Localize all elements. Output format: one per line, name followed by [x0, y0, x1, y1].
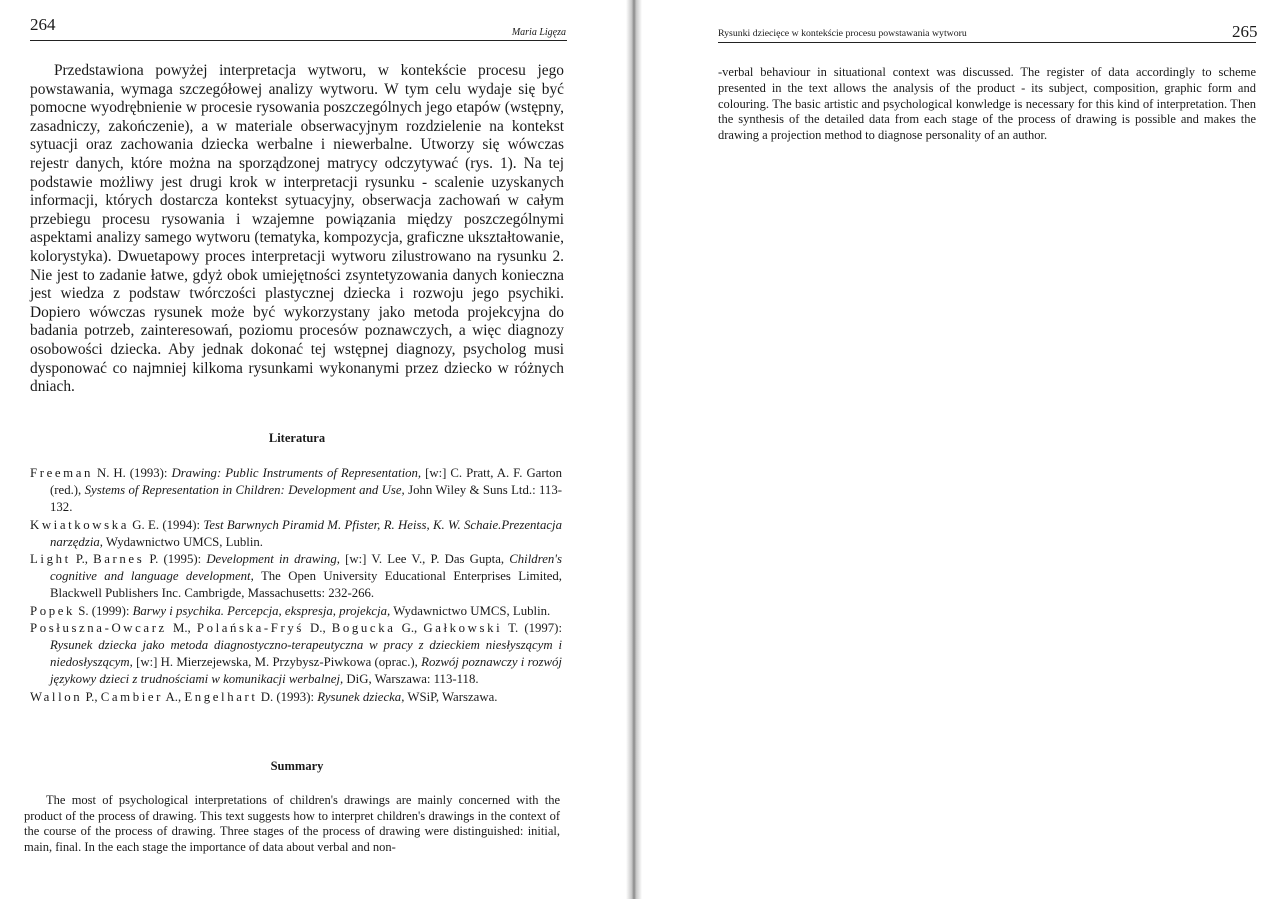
reference-item: Popek S. (1999): Barwy i psychika. Percepcja, ekspresja, projekcja, Wydawnictwo UMCS, Lublin.: [30, 603, 551, 618]
header-rule-left: [30, 40, 567, 41]
body-text-right: [718, 65, 1256, 144]
reference-item: Kwiatkowska G. E. (1994): Test Barwnych Piramid M. Pfister, R. Heiss, K. W. Schaie.Prezentacja narzędzia, Wydawnictwo UMCS, Lublin.: [30, 517, 562, 549]
reference-list: [30, 465, 562, 706]
right-page: [640, 0, 1280, 899]
literature-heading: Literatura: [268, 431, 326, 445]
body-paragraph: -verbal behaviour in situational context was discussed. The register of data accordingly to scheme presented in the text allows the analysis of the product - its subject, composition, graphic form and colouring. The basic artistic and psychological konwledge is necessary for this kind of interpretation. Then the synthesis of the detailed data from each stage of the process of drawing is possible and makes the drawing a projection method to diagnose personality of an author.: [718, 65, 1256, 143]
reference-item: Light P., Barnes P. (1995): Development in drawing, [w:] V. Lee V., P. Das Gupta, Children's cognitive and language development, The Open University Educational Enterprises Limited, Blackwell Publishers Inc. Cambrigde, Massachusetts: 232-266.: [30, 552, 563, 601]
reference-item: Wallon P., Cambier A., Engelhart D. (1993): Rysunek dziecka, WSiP, Warszawa.: [30, 689, 498, 704]
body-paragraph: Przedstawiona powyżej interpretacja wytworu, w kontekście procesu jego powstawania, wymaga szczegółowej analizy wytworu. W tym celu wydaje się być pomocne wyodrębnienie w procesie rysowania poszczególnych jego etapów (wstępny, zasadniczy, zakończenie), a w materiale obserwacyjnym rozdzielenie na kontekst sytuacji oraz zachowania dziecka werbalne i niewerbalne. Utworzy się wówczas rejestr danych, które można na sporządzonej matrycy odczytywać (rys. 1). Na tej podstawie możliwy jest drugi krok w interpretacji rysunku - scalenie uzyskanych informacji, których dostarcza kontekst sytuacyjny, obserwacja zachowań w całym przebiegu procesu rysowania i wzajemne powiązania między poszczególnymi aspektami analizy samego wytworu (tematyka, kompozycja, graficzne ukształtowanie, kolorystyka). Dwuetapowy proces interpretacji wytworu zilustrowano na rysunku 2. Nie jest to zadanie łatwe, gdyż obok umiejętności zsyntetyzowania danych konieczna jest wiedza z podstaw twórczości plastycznej dziecka i rozwoju jego psychiki. Dopiero wówczas rysunek może być wykorzystany jako metoda projekcyjna do badania potrzeb, zainteresowań, poziomu procesów poznawczych, a więc diagnozy osobowości dziecka. Aby jednak dokonać tej wstępnej diagnozy, psycholog musi dysponować co najmniej kilkoma rysunkami wykonanymi przez dziecko w różnych dniach.: [30, 62, 564, 396]
page-number-left: 264: [30, 15, 56, 34]
body-text-left: [30, 62, 564, 397]
page-number-right: 265: [1232, 22, 1258, 41]
running-head-right: Rysunki dziecięce w kontekście procesu powstawania wytworu: [718, 28, 967, 39]
summary-heading: Summary: [270, 759, 324, 773]
summary-text: [24, 793, 560, 855]
summary-paragraph: The most of psychological interpretations of children's drawings are mainly concerned with the product of the process of drawing. This text suggests how to interpret children's drawings in the context of the course of the process of drawing. Three stages of the process of drawing were distinguished: initial, main, final. In the each stage the importance of data about verbal and non-: [24, 793, 560, 854]
reference-item: Freeman N. H. (1993): Drawing: Public Instruments of Representation, [w:] C. Pratt, A. F. Garton (red.), Systems of Representation in Children: Development and Use, John Wiley & Suns Ltd.: 113-132.: [30, 466, 562, 515]
reference-item: Posłuszna-Owcarz M., Polańska-Fryś D., Bogucka G., Gałkowski T. (1997): Rysunek dziecka jako metoda diagnostyczno-terapeutyczna w pracy z dzieckiem niesłyszącym i niedosłyszącym, [w:] H. Mierzejewska, M. Przybysz-Piwkowa (oprac.), Rozwój poznawczy i rozwój językowy dzieci z trudnościami w komunikacji werbalnej, DiG, Warszawa: 113-118.: [30, 620, 562, 687]
header-rule-right: [718, 42, 1256, 43]
left-page: [0, 0, 632, 899]
running-head-left: Maria Ligęza: [511, 27, 566, 38]
